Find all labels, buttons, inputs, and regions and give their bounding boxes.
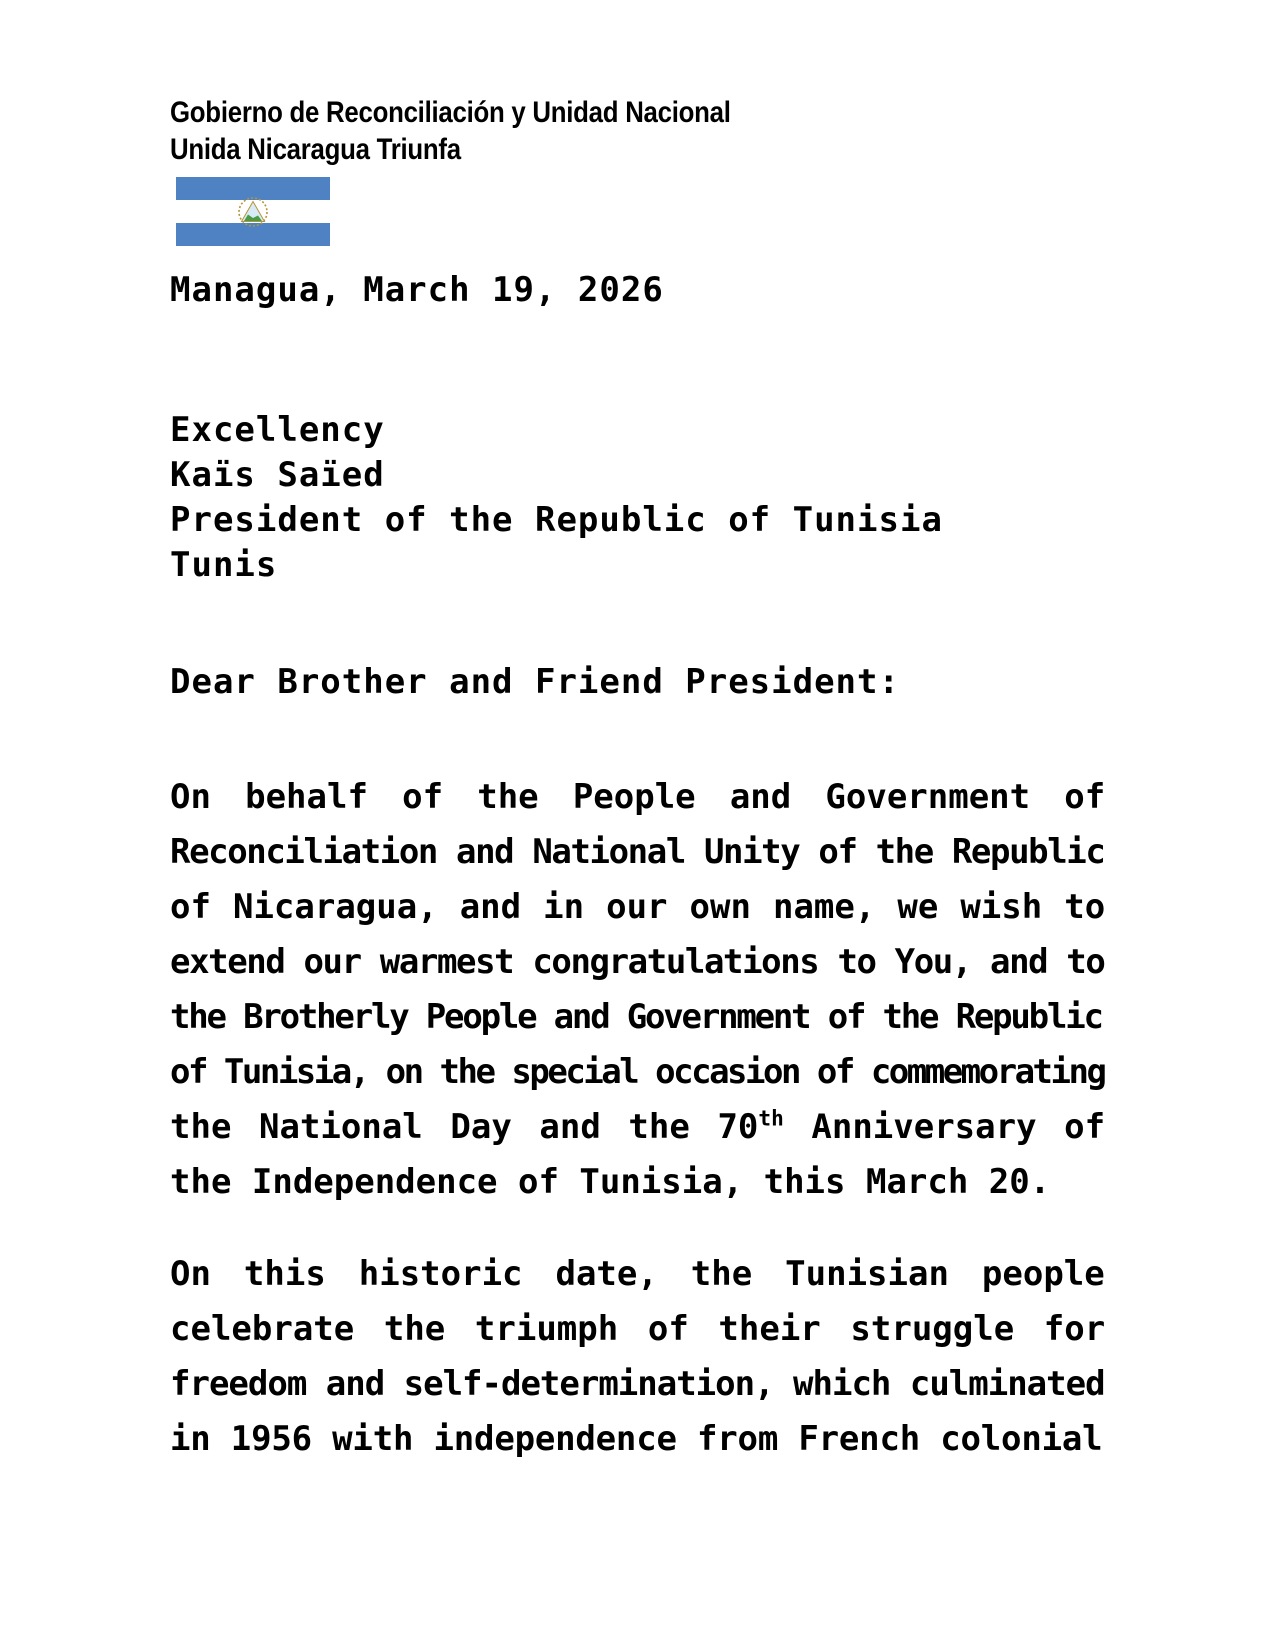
text-line: Excellency [170,410,385,450]
paragraph [170,1247,1105,1467]
text-line: Kaïs Saïed [170,455,385,495]
text-line: On this historic date, the Tunisian people [170,1254,1105,1294]
letter-body [170,770,1105,1504]
text-line: President of the Republic of Tunisia [170,500,943,540]
text-line: the National Day and the 70th Anniversary of [170,1105,1106,1147]
date-line: Managua, March 19, 2026 [170,270,664,310]
text-line: the Brotherly People and Government of the Republic [170,997,1102,1037]
nicaragua-flag-icon [176,177,330,246]
paragraph [170,770,1105,1210]
text-line: of Tunisia, on the special occasion of commemorating [170,1052,1105,1092]
salutation-line: Dear Brother and Friend President: [170,662,900,702]
text-line: Tunis [170,545,278,585]
text-line: freedom and self-determination, which culminated [170,1364,1105,1404]
text-line: extend our warmest congratulations to You, and to [170,942,1105,982]
letterhead-line-2: Unida Nicaragua Triunfa [170,133,461,166]
text-line: On behalf of the People and Government of [170,777,1106,817]
text-line: Reconciliation and National Unity of the Republic [170,832,1105,872]
nicaragua-coat-of-arms-icon [235,195,271,229]
text-line: in 1956 with independence from French colonial [170,1419,1103,1459]
text-line: of Nicaragua, and in our own name, we wish to [170,887,1106,927]
letterhead-line-1: Gobierno de Reconciliación y Unidad Nacional [170,96,731,129]
text-line: celebrate the triumph of their struggle for [170,1309,1106,1349]
text-line: the Independence of Tunisia, this March 20. [170,1162,1051,1202]
recipient-block [170,408,1105,588]
letterhead [170,94,731,168]
